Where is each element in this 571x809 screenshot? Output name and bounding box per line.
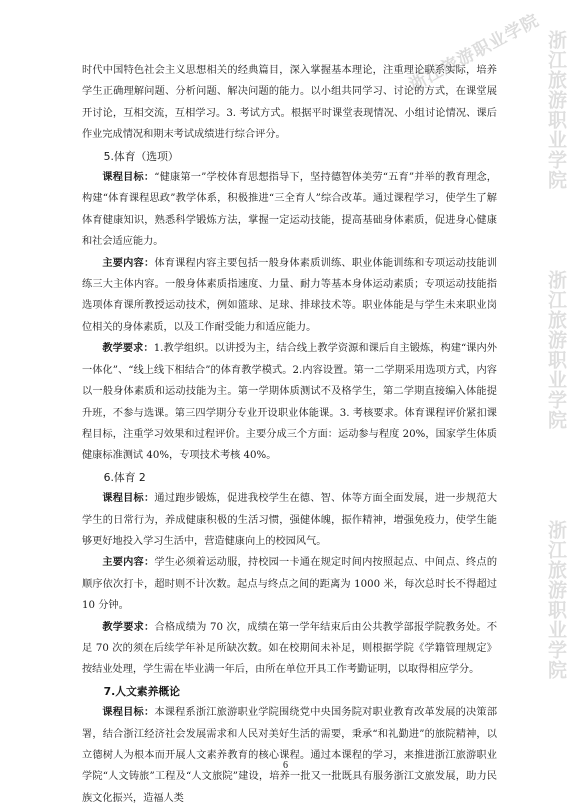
document-body	[82, 60, 497, 809]
section-heading-humanities: 7.人文素养概论	[103, 684, 180, 698]
label-main-content: 主要内容：	[102, 257, 155, 269]
text-main-content: 学生必须着运动服，持校园一卡通在规定时间内按照起点、中间点、终点的顺序依次打卡，超时则不计次数。起点与终点之间的距离为 1000 米，每次总时长不得超过 10 分钟。	[82, 557, 498, 612]
paragraph-goal-humanities	[82, 702, 497, 809]
section-heading-pe2: 6.体育 2	[103, 470, 146, 484]
text-course-goal: “健康第一”学校体育思想指导下，坚持德智体美劳“五育”并举的教育理念，构建“体育课程思政”教学体系，积极推进“三全育人”综合改革。通过课程学习，使学生了解体育健康知识，熟悉科学锻炼方法，掌握一定运动技能，提高基础身体素质，促进身心健康和社会适应能力。	[82, 172, 497, 248]
paragraph-continued: 时代中国特色社会主义思想相关的经典篇目，深入掌握基本理论，注重理论联系实际，培养学生正确理解问题、分析问题、解决问题的能力。以小组共同学习、讨论的方式，在课堂展开讨论，互相交流，互相学习。3. 考试方式。根据平时课堂表现情况、小组讨论情况、课后作业完成情况和期末考试成绩进行综合评分。	[82, 65, 497, 141]
watermark-stamp-3: 浙江旅游职业学院	[545, 520, 567, 680]
label-teaching-req: 教学要求：	[102, 343, 154, 355]
paragraph-requirements-pe2	[82, 617, 497, 681]
paragraph-content-pe2	[82, 552, 497, 616]
label-course-goal: 课程目标：	[102, 172, 155, 184]
paragraph-goal-pe-elective	[82, 167, 497, 253]
label-main-content: 主要内容：	[102, 557, 155, 569]
paragraph-requirements-pe-elective	[82, 338, 497, 466]
watermark-top: 浙江旅游职业学院	[406, 10, 543, 96]
page-number: 6	[283, 760, 288, 771]
text-main-content: 体育课程内容主要包括一般身体素质训练、职业体能训练和专项运动技能训练三大主体内容。一般身体素质指速度、力量、耐力等基本身体运动素质；专项运动技能指选项体育课所教授运动技术，例如篮球、足球、排球技术等。职业体能是与学生未来职业岗位相关的身体素质，以及工作耐受能力和适应能力。	[82, 257, 498, 333]
text-teaching-req: 1.教学组织。以讲授为主，结合线上教学资源和课后自主锻炼，构建“课内外一体化”、“线上线下相结合”的体育教学模式。2.内容设置。第一二学期采用选项方式，内容以一般身体素质和运动技能为主。第一学期体质测试不及格学生，第二学期直接编入体能提升班，不参与选课。第三四学期分专业开设职业体能课。3. 考核要求。体育课程评价紧扣课程目标，注重学习效果和过程评价。主要分成三个方面：运动参与程度 20%，国家学生体质健康标准测试 40%，专项技术考核 40%。	[82, 343, 497, 462]
watermark-stamp-2: 浙江旅游职业学院	[545, 270, 567, 430]
watermark-stamp-1: 浙江旅游职业学院	[545, 30, 567, 190]
label-teaching-req: 教学要求：	[102, 621, 155, 633]
text-teaching-req: 合格成绩为 70 次，成绩在第一学年结束后由公共教学部报学院教务处。不足 70 次的须在后续学年补足所缺次数。如在校期间未补足，则根据学院《学籍管理规定》按结业处理，学生需在毕业满一年后，由所在单位开具工作考勤证明，以取得相应学分。	[82, 621, 498, 676]
paragraph-goal-pe2	[82, 488, 497, 552]
text-course-goal: 本课程系浙江旅游职业学院围绕党中央国务院对职业教育改革发展的决策部署，结合浙江经济社会发展需求和人民对美好生活的需要，秉承“和礼勤进”的旅院精神，以立德树人为根本而开展人文素养教育的核心课程。通过本课程的学习，来推进浙江旅游职业学院“人文铸旅”工程及“人文旅院”建设，培养一批又一批既具有服务浙江文旅发展，助力民族文化振兴，造福人类	[82, 707, 498, 804]
section-heading-pe-elective: 5.体育（选项）	[103, 149, 179, 163]
text-course-goal: 通过跑步锻炼，促进我校学生在德、智、体等方面全面发展，进一步规范大学生的日常行为，养成健康积极的生活习惯，强健体魄，振作精神，增强免疫力，使学生能够更好地投入学习生活中，营造健康向上的校园风气。	[82, 493, 498, 547]
label-course-goal: 课程目标：	[102, 493, 155, 505]
label-course-goal: 课程目标：	[102, 707, 155, 719]
paragraph-content-pe-elective	[82, 253, 497, 339]
